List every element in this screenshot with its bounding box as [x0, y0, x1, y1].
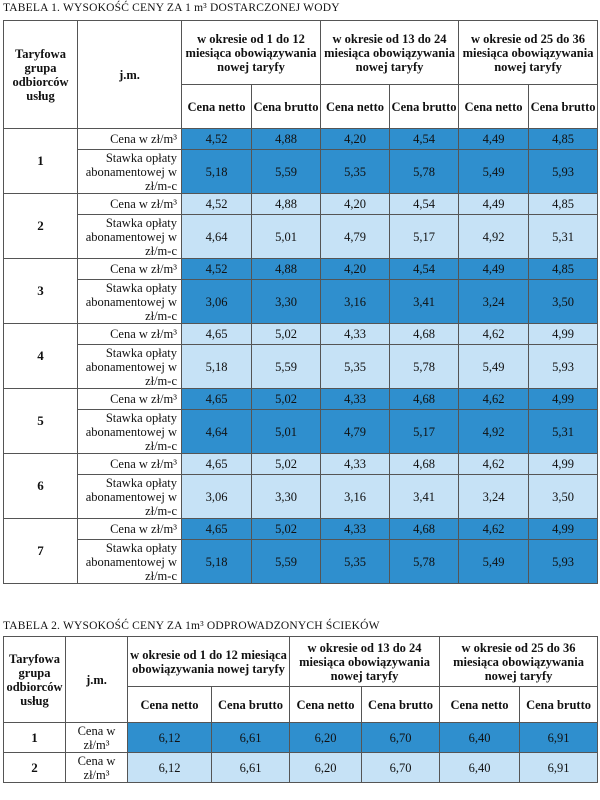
- gross-price-header: Cena brutto: [520, 687, 598, 723]
- price-cell: 5,02: [252, 454, 321, 475]
- price-cell: 5,35: [321, 150, 390, 194]
- unit-cell: Cena w zł/m³: [66, 753, 128, 783]
- unit-cell: Stawka opłaty abonamentowej w zł/m-c: [78, 540, 182, 584]
- gross-price-header: Cena brutto: [252, 85, 321, 129]
- net-price-header: Cena netto: [182, 85, 252, 129]
- unit-cell: Cena w zł/m³: [66, 723, 128, 753]
- period-header: w okresie od 1 do 12 miesiąca obowiązywania nowej taryfy: [182, 21, 321, 85]
- price-cell: 6,91: [520, 723, 598, 753]
- unit-header: j.m.: [66, 637, 128, 723]
- price-cell: 3,24: [459, 280, 529, 324]
- price-cell: 3,50: [529, 280, 598, 324]
- period-header: w okresie od 25 do 36 miesiąca obowiązywania nowej taryfy: [459, 21, 598, 85]
- group-number-cell: 7: [4, 519, 78, 584]
- unit-cell: Cena w zł/m³: [78, 259, 182, 280]
- price-cell: 3,06: [182, 280, 252, 324]
- unit-cell: Stawka opłaty abonamentowej w zł/m-c: [78, 150, 182, 194]
- period-header: w okresie od 13 do 24 miesiąca obowiązywania nowej taryfy: [290, 637, 440, 687]
- table-row: [4, 280, 598, 324]
- price-cell: 6,70: [362, 753, 440, 783]
- net-price-header: Cena netto: [290, 687, 362, 723]
- unit-header: j.m.: [78, 21, 182, 129]
- price-cell: 4,62: [459, 519, 529, 540]
- price-cell: 6,91: [520, 753, 598, 783]
- net-price-header: Cena netto: [440, 687, 520, 723]
- price-cell: 5,78: [390, 540, 459, 584]
- net-price-header: Cena netto: [459, 85, 529, 129]
- price-cell: 6,61: [212, 753, 290, 783]
- price-cell: 5,93: [529, 540, 598, 584]
- price-cell: 5,17: [390, 410, 459, 454]
- price-cell: 6,40: [440, 753, 520, 783]
- group-number-cell: 6: [4, 454, 78, 519]
- table-row: [4, 259, 598, 280]
- price-cell: 4,99: [529, 519, 598, 540]
- price-cell: 4,99: [529, 389, 598, 410]
- price-cell: 5,59: [252, 345, 321, 389]
- price-cell: 5,49: [459, 150, 529, 194]
- price-cell: 3,16: [321, 475, 390, 519]
- price-cell: 4,68: [390, 519, 459, 540]
- group-number-cell: 3: [4, 259, 78, 324]
- price-cell: 4,79: [321, 215, 390, 259]
- group-number-cell: 1: [4, 129, 78, 194]
- price-cell: 6,40: [440, 723, 520, 753]
- price-cell: 4,92: [459, 410, 529, 454]
- price-cell: 5,02: [252, 519, 321, 540]
- table-row: [4, 475, 598, 519]
- sewage-price-table-body: [4, 723, 598, 783]
- table-row: [4, 753, 598, 783]
- table-row: [4, 454, 598, 475]
- price-cell: 4,54: [390, 194, 459, 215]
- price-cell: 5,02: [252, 324, 321, 345]
- sewage-price-table: [3, 636, 598, 783]
- price-cell: 6,12: [128, 753, 212, 783]
- group-number-cell: 1: [4, 723, 66, 753]
- price-cell: 5,49: [459, 345, 529, 389]
- price-cell: 6,20: [290, 723, 362, 753]
- price-cell: 5,31: [529, 410, 598, 454]
- price-cell: 5,93: [529, 345, 598, 389]
- net-price-header: Cena netto: [128, 687, 212, 723]
- price-cell: 4,33: [321, 519, 390, 540]
- price-cell: 5,31: [529, 215, 598, 259]
- group-number-cell: 2: [4, 753, 66, 783]
- price-cell: 4,52: [182, 259, 252, 280]
- price-cell: 5,49: [459, 540, 529, 584]
- price-cell: 5,01: [252, 215, 321, 259]
- water-price-table-body: [4, 129, 598, 584]
- period-header: w okresie od 1 do 12 miesiąca obowiązywania nowej taryfy: [128, 637, 290, 687]
- price-cell: 5,01: [252, 410, 321, 454]
- table-row: [4, 129, 598, 150]
- price-cell: 3,41: [390, 475, 459, 519]
- price-cell: 4,49: [459, 259, 529, 280]
- price-cell: 4,49: [459, 194, 529, 215]
- price-cell: 4,62: [459, 389, 529, 410]
- price-cell: 4,49: [459, 129, 529, 150]
- table-row: [4, 723, 598, 753]
- price-cell: 6,70: [362, 723, 440, 753]
- price-cell: 5,18: [182, 540, 252, 584]
- price-cell: 4,99: [529, 454, 598, 475]
- price-cell: 4,68: [390, 324, 459, 345]
- unit-cell: Stawka opłaty abonamentowej w zł/m-c: [78, 280, 182, 324]
- price-cell: 4,85: [529, 259, 598, 280]
- price-cell: 4,54: [390, 259, 459, 280]
- price-cell: 4,33: [321, 389, 390, 410]
- group-number-cell: 2: [4, 194, 78, 259]
- unit-cell: Cena w zł/m³: [78, 519, 182, 540]
- table-row: [4, 345, 598, 389]
- price-cell: 5,78: [390, 345, 459, 389]
- period-header: w okresie od 25 do 36 miesiąca obowiązywania nowej taryfy: [440, 637, 598, 687]
- table-row: [4, 389, 598, 410]
- group-number-cell: 4: [4, 324, 78, 389]
- unit-cell: Stawka opłaty abonamentowej w zł/m-c: [78, 475, 182, 519]
- table-row: [4, 540, 598, 584]
- price-cell: 5,18: [182, 150, 252, 194]
- net-price-header: Cena netto: [321, 85, 390, 129]
- price-cell: 3,16: [321, 280, 390, 324]
- gross-price-header: Cena brutto: [529, 85, 598, 129]
- unit-cell: Cena w zł/m³: [78, 194, 182, 215]
- period-header: w okresie od 13 do 24 miesiąca obowiązywania nowej taryfy: [321, 21, 459, 85]
- price-cell: 3,50: [529, 475, 598, 519]
- table-row: [4, 410, 598, 454]
- table-row: [4, 519, 598, 540]
- price-cell: 4,68: [390, 454, 459, 475]
- price-cell: 4,20: [321, 129, 390, 150]
- price-cell: 4,20: [321, 259, 390, 280]
- price-cell: 4,62: [459, 454, 529, 475]
- price-cell: 4,99: [529, 324, 598, 345]
- price-cell: 4,88: [252, 194, 321, 215]
- price-cell: 4,52: [182, 194, 252, 215]
- gross-price-header: Cena brutto: [212, 687, 290, 723]
- unit-cell: Cena w zł/m³: [78, 454, 182, 475]
- price-cell: 4,54: [390, 129, 459, 150]
- group-number-cell: 5: [4, 389, 78, 454]
- price-cell: 4,52: [182, 129, 252, 150]
- table-row: [4, 194, 598, 215]
- water-price-table: [3, 20, 598, 584]
- price-cell: 6,12: [128, 723, 212, 753]
- price-cell: 4,33: [321, 324, 390, 345]
- price-cell: 5,35: [321, 345, 390, 389]
- price-cell: 5,78: [390, 150, 459, 194]
- price-cell: 4,79: [321, 410, 390, 454]
- price-cell: 3,06: [182, 475, 252, 519]
- table2-caption: TABELA 2. WYSOKOŚĆ CENY ZA 1m³ ODPROWADZONYCH ŚCIEKÓW: [3, 620, 380, 632]
- price-cell: 6,61: [212, 723, 290, 753]
- unit-cell: Cena w zł/m³: [78, 129, 182, 150]
- price-cell: 5,35: [321, 540, 390, 584]
- price-cell: 4,85: [529, 194, 598, 215]
- gross-price-header: Cena brutto: [362, 687, 440, 723]
- price-cell: 5,02: [252, 389, 321, 410]
- price-cell: 3,30: [252, 280, 321, 324]
- table-row: [4, 150, 598, 194]
- price-cell: 4,65: [182, 454, 252, 475]
- unit-cell: Stawka opłaty abonamentowej w zł/m-c: [78, 345, 182, 389]
- unit-cell: Cena w zł/m³: [78, 324, 182, 345]
- price-cell: 4,64: [182, 410, 252, 454]
- price-cell: 4,62: [459, 324, 529, 345]
- unit-cell: Stawka opłaty abonamentowej w zł/m-c: [78, 410, 182, 454]
- price-cell: 4,20: [321, 194, 390, 215]
- price-cell: 4,65: [182, 324, 252, 345]
- price-cell: 4,92: [459, 215, 529, 259]
- price-cell: 4,65: [182, 519, 252, 540]
- group-header: Taryfowa grupa odbiorców usług: [4, 21, 78, 129]
- price-cell: 4,88: [252, 259, 321, 280]
- gross-price-header: Cena brutto: [390, 85, 459, 129]
- price-cell: 5,93: [529, 150, 598, 194]
- price-cell: 4,64: [182, 215, 252, 259]
- price-cell: 5,17: [390, 215, 459, 259]
- price-cell: 4,33: [321, 454, 390, 475]
- price-cell: 5,59: [252, 540, 321, 584]
- table-row: [4, 215, 598, 259]
- price-cell: 3,30: [252, 475, 321, 519]
- unit-cell: Cena w zł/m³: [78, 389, 182, 410]
- table1-caption: TABELA 1. WYSOKOŚĆ CENY ZA 1 m³ DOSTARCZONEJ WODY: [3, 2, 340, 14]
- price-cell: 4,88: [252, 129, 321, 150]
- group-header: Taryfowa grupa odbiorców usług: [4, 637, 66, 723]
- price-cell: 4,68: [390, 389, 459, 410]
- price-cell: 4,85: [529, 129, 598, 150]
- price-cell: 5,59: [252, 150, 321, 194]
- unit-cell: Stawka opłaty abonamentowej w zł/m-c: [78, 215, 182, 259]
- price-cell: 4,65: [182, 389, 252, 410]
- price-cell: 5,18: [182, 345, 252, 389]
- price-cell: 3,41: [390, 280, 459, 324]
- price-cell: 3,24: [459, 475, 529, 519]
- price-cell: 6,20: [290, 753, 362, 783]
- table-row: [4, 324, 598, 345]
